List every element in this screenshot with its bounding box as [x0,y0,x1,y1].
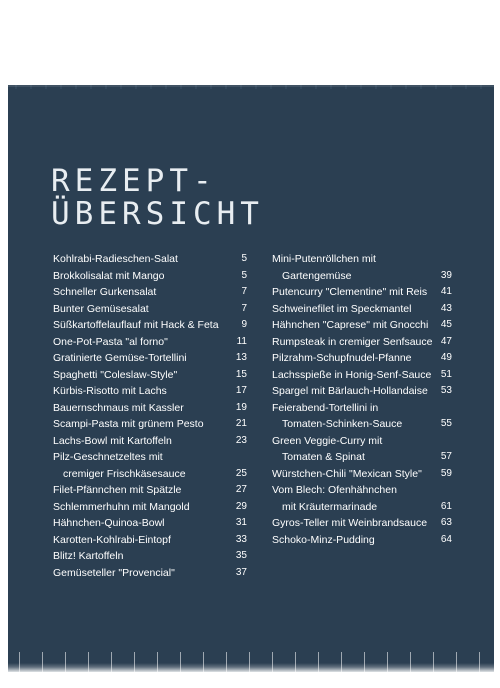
recipe-entry [272,433,452,466]
recipe-title: Gemüseteller "Provencial" [53,566,175,579]
page-number: 9 [241,319,247,330]
page-number: 55 [440,418,452,429]
page-number: 35 [235,550,247,561]
recipe-entry [53,350,247,367]
recipe-entry [272,482,452,515]
page-number: 7 [241,302,247,314]
page-number: 21 [235,418,247,429]
recipe-title-continuation: Tomaten-Schinken-Sauce [282,418,403,430]
recipe-title-continuation: mit Kräutermarinade [282,500,378,513]
page-number: 61 [440,500,452,512]
page-number: 25 [235,467,247,479]
recipe-entry [272,400,452,433]
recipe-entry [53,515,247,532]
recipe-title: Schlemmerhuhn mit Mangold [53,500,190,513]
page-number: 37 [235,566,247,578]
recipe-title: Schweinefilet im Speckmantel [272,302,412,315]
page-number: 45 [440,319,452,330]
recipe-title: Lachs-Bowl mit Kartoffeln [53,434,172,447]
recipe-entry [272,301,452,318]
recipe-entry [53,301,247,318]
recipe-entry [272,350,452,367]
recipe-entry [272,466,452,483]
recipe-title: Schoko-Minz-Pudding [272,533,375,546]
recipe-entry [53,433,247,450]
recipe-title: Rumpsteak in cremiger Senfsauce [272,335,433,348]
recipe-title: Hähnchen "Caprese" mit Gnocchi [272,319,429,331]
recipe-title: Brokkolisalat mit Mango [53,269,165,282]
page-number: 53 [440,385,452,396]
recipe-title: Gratinierte Gemüse-Tortellini [53,352,187,364]
recipe-title: Süßkartoffelauflauf mit Hack & Feta [53,319,219,331]
recipe-entry [272,515,452,532]
page-number: 39 [440,269,452,281]
page-number: 51 [440,368,452,380]
recipe-entry [53,251,247,268]
page-number: 5 [241,253,247,264]
recipe-entry [53,482,247,499]
recipe-title: Pilzrahm-Schupfnudel-Pfanne [272,352,412,364]
page-number: 29 [235,500,247,512]
recipe-title: Spaghetti "Coleslaw-Style" [53,368,178,381]
recipe-title: Pilz-Geschnetzeltes mit [53,451,163,463]
page-number: 41 [440,286,452,297]
recipe-entry [53,416,247,433]
recipe-title: Würstchen-Chili "Mexican Style" [272,467,422,480]
recipe-title: One-Pot-Pasta "al forno" [53,335,168,348]
recipe-entry [53,334,247,351]
recipe-title: Schneller Gurkensalat [53,286,157,298]
recipe-entry [272,532,452,549]
page-number: 15 [235,368,247,380]
recipe-entry [53,317,247,334]
recipe-entry [53,400,247,417]
page-number: 63 [440,517,452,528]
recipe-title: Kürbis-Risotto mit Lachs [53,385,167,397]
brush-top-edge [8,85,494,89]
title-line-1: REZEPT- [51,163,217,199]
recipe-title: Putencurry "Clementine" mit Reis [272,286,428,298]
page-number: 49 [440,352,452,363]
recipe-title: Gyros-Teller mit Weinbrandsauce [272,517,428,529]
page-number: 19 [235,401,247,413]
page-number: 59 [440,467,452,479]
page-number: 33 [235,533,247,545]
recipe-entry [272,334,452,351]
recipe-entry [272,317,452,334]
recipe-title: Bunter Gemüsesalat [53,302,149,315]
recipe-title: Vom Blech: Ofenhähnchen [272,484,397,496]
recipe-list-right [272,251,452,548]
page-number: 17 [235,385,247,396]
page-number: 57 [440,451,452,462]
page-number: 47 [440,335,452,347]
page-number: 64 [440,533,452,545]
recipe-entry [53,367,247,384]
brush-bottom-edge [8,652,494,672]
recipe-entry [272,383,452,400]
recipe-entry [53,548,247,565]
recipe-title: Mini-Putenröllchen mit [272,253,376,265]
page-number: 11 [236,335,247,347]
page-number: 23 [235,434,247,446]
recipe-title: Lachsspieße in Honig-Senf-Sauce [272,368,432,381]
recipe-title-continuation: cremiger Frischkäsesauce [63,467,186,480]
recipe-entry [53,284,247,301]
recipe-entry [53,565,247,582]
title-line-2: ÜBERSICHT [51,196,264,232]
recipe-title: Feierabend-Tortellini in [272,401,379,414]
recipe-entry [53,268,247,285]
recipe-entry [272,251,452,284]
page-title [51,165,351,231]
recipe-title: Blitz! Kartoffeln [53,550,124,562]
recipe-title: Green Veggie-Curry mit [272,434,383,447]
recipe-title: Hähnchen-Quinoa-Bowl [53,517,165,529]
page-number: 31 [235,517,247,528]
page-number: 5 [241,269,247,281]
recipe-title-continuation: Tomaten & Spinat [282,451,365,463]
page-number: 7 [241,286,247,297]
recipe-title: Bauernschmaus mit Kassler [53,401,184,414]
recipe-title-continuation: Gartengemüse [282,269,352,282]
recipe-title: Spargel mit Bärlauch-Hollandaise [272,385,428,397]
recipe-entry [53,383,247,400]
recipe-title: Scampi-Pasta mit grünem Pesto [53,418,204,430]
recipe-title: Kohlrabi-Radieschen-Salat [53,253,178,265]
page-number: 13 [235,352,247,363]
recipe-entry [53,449,247,482]
page-number: 27 [235,484,247,495]
recipe-list-left [53,251,247,581]
recipe-entry [53,532,247,549]
recipe-title: Karotten-Kohlrabi-Eintopf [53,533,171,546]
recipe-entry [53,499,247,516]
recipe-title: Filet-Pfännchen mit Spätzle [53,484,182,496]
page-number: 43 [440,302,452,314]
recipe-entry [272,367,452,384]
recipe-entry [272,284,452,301]
